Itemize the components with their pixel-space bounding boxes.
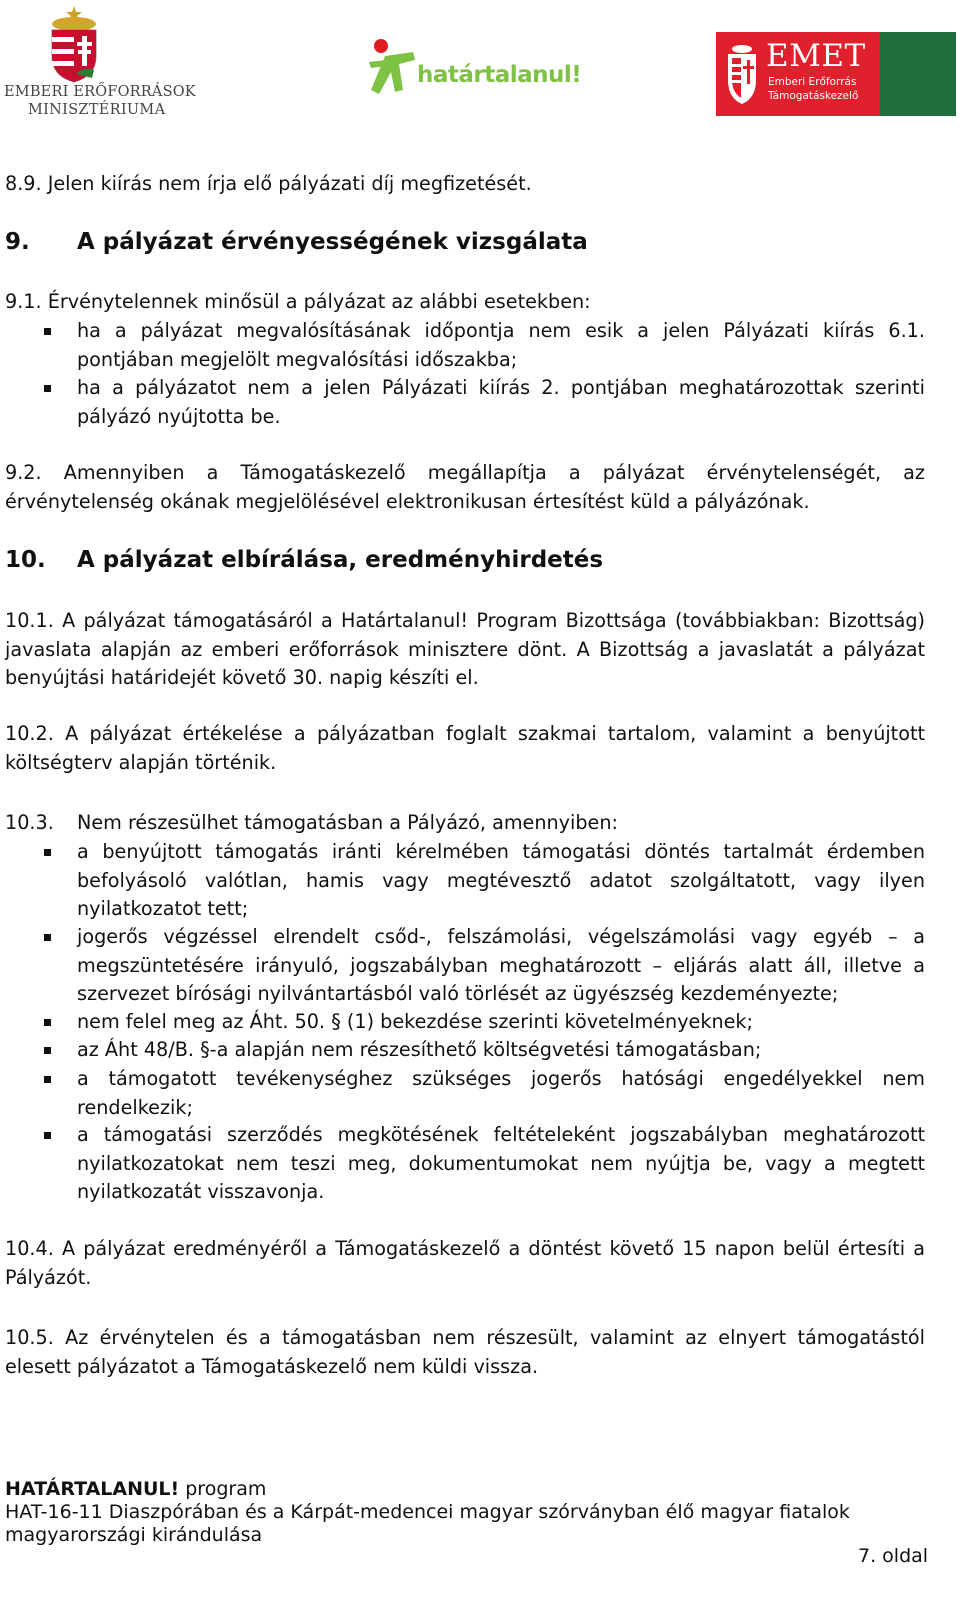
paragraph-10-1: 10.1. A pályázat támogatásáról a Határtalanul! Program Bizottsága (továbbiakban: Bizottság) javaslata alapján az emberi erőforrások minisztere dönt. A Bizottság a javaslatát a pályázat benyújtási határidejét követő 30. napig készíti el. (5, 609, 925, 689)
hatartalanul-wordmark: határtalanul! (417, 62, 582, 88)
emmi-name-line2: MINISZTÉRIUMA (28, 102, 166, 118)
emet-subtitle-line2: Támogatáskezelő (768, 90, 859, 102)
bullet-icon (44, 1019, 51, 1026)
emet-coat-of-arms-icon (722, 40, 762, 110)
section-9-heading (5, 228, 588, 257)
page-header (0, 0, 960, 130)
list-item (5, 374, 925, 431)
emet-title: EMET (766, 38, 866, 74)
page-number: 7. oldal (858, 1545, 929, 1567)
paragraph-8-9: 8.9. Jelen kiírás nem írja elő pályázati díj megfizetését. (5, 172, 532, 195)
list-item (5, 923, 925, 1009)
bullet-icon (44, 849, 51, 856)
emmi-logo (4, 4, 196, 120)
paragraph-10-2: 10.2. A pályázat értékelése a pályázatban foglalt szakmai tartalom, valamint a benyújtott költségterv alapján történik. (5, 722, 925, 774)
list-item (5, 1065, 925, 1122)
paragraph-9-2: 9.2. Amennyiben a Támogatáskezelő megállapítja a pályázat érvénytelenségét, az érvénytelenség okának megjelölésével elektronikusan értesítést küld a pályázónak. (5, 461, 925, 513)
list-item-text: ha a pályázat megvalósításának időpontja nem esik a jelen Pályázati kiírás 6.1. pontjában megjelölt megvalósítási időszakba; (77, 319, 925, 371)
paragraph-10-5: 10.5. Az érvénytelen és a támogatásban nem részesült, valamint az elnyert támogatástól elesett pályázatot a Támogatáskezelő nem küldi vissza. (5, 1326, 925, 1378)
section-9-title: A pályázat érvényességének vizsgálata (77, 229, 588, 255)
list-item-text: a benyújtott támogatás iránti kérelmében támogatási döntés tartalmát érdemben befolyásoló valótlan, hamis vagy megtévesztő adatot szolgáltatott, vagy ilyen nyilatkozatot tett; (77, 840, 925, 920)
footer-program-line (5, 1478, 935, 1501)
list-item (5, 1121, 925, 1207)
paragraph-10-3 (5, 809, 925, 838)
page-footer (5, 1478, 935, 1547)
emet-green-panel (880, 32, 956, 116)
section-10-heading (5, 546, 603, 575)
bullet-icon (44, 934, 51, 941)
emet-logo (716, 32, 956, 116)
list-item (5, 1036, 925, 1065)
list-item-text: a támogatott tevékenységhez szükséges jogerős hatósági engedélyekkel nem rendelkezik; (77, 1067, 925, 1119)
footer-program-name: HATÁRTALANUL! (5, 1478, 180, 1500)
list-item-text: nem felel meg az Áht. 50. § (1) bekezdése szerinti követelményeknek; (77, 1010, 754, 1033)
bullet-icon (44, 1047, 51, 1054)
paragraph-10-3-text: Nem részesülhet támogatásban a Pályázó, amennyiben: (77, 811, 618, 834)
bullet-icon (44, 385, 51, 392)
list-item-text: jogerős végzéssel elrendelt csőd-, felszámolási, végelszámolási vagy egyéb – a megszüntetésére irányuló, jogszabályban meghatározott – eljárás alatt áll, illetve a szervezet bírósági nyilvántartásból való törlését az ügyészség kezdeményezte; (77, 925, 925, 1005)
hatartalanul-logo (365, 32, 585, 112)
section-10-number: 10. (5, 547, 46, 573)
list-item (5, 1008, 925, 1037)
list-item-text: az Áht 48/B. §-a alapján nem részesíthető költségvetési támogatásban; (77, 1038, 762, 1061)
section-9-number: 9. (5, 229, 30, 255)
list-item (5, 317, 925, 374)
bullet-icon (44, 328, 51, 335)
hungarian-coat-of-arms-icon (4, 4, 174, 84)
emmi-name-line1: EMBERI ERŐFORRÁSOK (4, 84, 196, 100)
paragraph-10-3-number: 10.3. (5, 811, 54, 834)
emet-subtitle-line1: Emberi Erőforrás (768, 76, 857, 88)
bullet-icon (44, 1076, 51, 1083)
paragraph-9-1: 9.1. Érvénytelennek minősül a pályázat az alábbi esetekben: (5, 290, 591, 313)
footer-call-title-cont: magyarországi kirándulása (5, 1524, 263, 1546)
list-item-text: a támogatási szerződés megkötésének feltételeként jogszabályban meghatározott nyilatkozatokat nem teszi meg, dokumentumokat nem nyújtja be, vagy a megtett nyilatkozatát visszavonja. (77, 1123, 925, 1203)
section-10-title: A pályázat elbírálása, eredményhirdetés (77, 547, 604, 573)
list-item (5, 838, 925, 924)
paragraph-10-4: 10.4. A pályázat eredményéről a Támogatáskezelő a döntést követő 15 napon belül értesíti a Pályázót. (5, 1237, 925, 1289)
bullet-icon (44, 1132, 51, 1139)
footer-program-suffix: program (179, 1478, 267, 1500)
running-figure-icon (365, 32, 425, 112)
footer-call-title: HAT-16-11 Diaszpórában és a Kárpát-medencei magyar szórványban élő magyar fiatalok (5, 1501, 850, 1523)
list-item-text: ha a pályázatot nem a jelen Pályázati kiírás 2. pontjában meghatározottak szerinti pályázó nyújtotta be. (77, 376, 925, 428)
